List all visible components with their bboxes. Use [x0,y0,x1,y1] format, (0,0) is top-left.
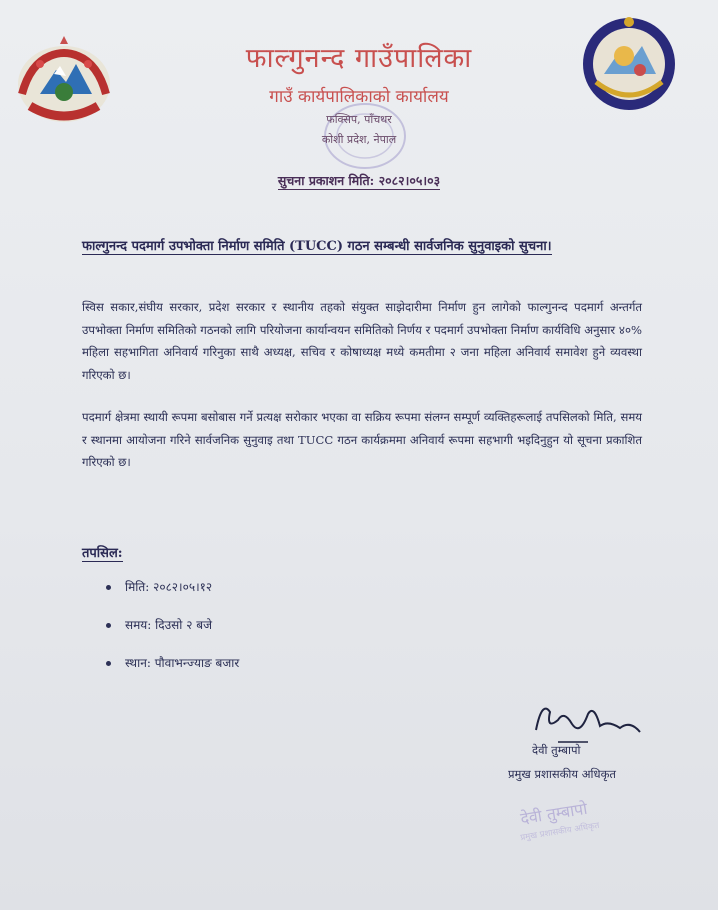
detail-item-text: स्थान: पौवाभन्ज्याङ बजार [125,656,240,670]
bullet-icon [106,623,111,628]
bullet-icon [106,661,111,666]
signatory-name: देवी तुम्बापो [532,743,581,757]
office-subtitle: गाउँ कार्यपालिकाको कार्यालय [269,87,449,107]
signature-stamp-title: प्रमुख प्रशासकीय अधिकृत [519,820,601,844]
bullet-icon [106,585,111,590]
detail-item-time [106,616,212,633]
detail-item-place [106,654,239,671]
handwritten-signature [528,690,648,750]
details-heading: तपसिल: [82,543,123,562]
signatory-title: प्रमुख प्रशासकीय अधिकृत [508,767,616,781]
detail-item-text: समय: दिउसो २ बजे [125,618,213,632]
body-paragraph-1: स्विस सकार,संघीय सरकार, प्रदेश सरकार र स्थानीय तहको संयुक्त साझेदारीमा निर्माण हुन लागेको फाल्गुनन्द पदमार्ग अन्तर्गत उपभोक्ता निर्माण समितिको गठनको लागि परियोजना कार्यान्वयन समितिको निर्णय र पदमार्ग उपभोक्ता निर्माण कार्यविधि अनुसार ४०% महिला सहभागिता अनिवार्य गरिनुका साथै अध्यक्ष, सचिव र कोषाध्यक्ष मध्ये कमतीमा २ जना महिला अनिवार्य समावेश हुने व्यवस्था गरिएको छ। [82,300,642,382]
office-location-line2: कोशी प्रदेश, नेपाल [321,133,397,146]
publication-date [0,172,718,189]
signature-stamp-name: देवी तुम्बापो [519,798,589,829]
office-name: फाल्गुनन्द गाउँपालिका [245,43,473,74]
publication-date-text: सुचना प्रकाशन मिति: २०८२।०५।०३ [277,173,441,188]
detail-item-date [106,578,212,595]
notice-subject [82,236,642,254]
body-paragraph-2: पदमार्ग क्षेत्रमा स्थायी रूपमा बसोबास गर्ने प्रत्यक्ष सरोकार भएका वा सक्रिय रूपमा संलग्न सम्पूर्ण व्यक्तिहरूलाई तपसिलको मिति, समय र स्थानमा आयोजना गरिने सार्वजनिक सुनुवाइ तथा TUCC गठन कार्यक्रममा अनिवार्य रूपमा सहभागी भइदिनुहुन यो सूचना प्रकाशित गरिएको छ। [82,410,642,469]
detail-item-text: मिति: २०८२।०५।१२ [125,580,213,594]
notice-subject-text: फाल्गुनन्द पदमार्ग उपभोक्ता निर्माण समिति (TUCC) गठन सम्बन्धी सार्वजनिक सुनुवाइको सुचना। [82,239,552,254]
office-location-line1: फक्सिप, पाँचथर [326,113,392,126]
